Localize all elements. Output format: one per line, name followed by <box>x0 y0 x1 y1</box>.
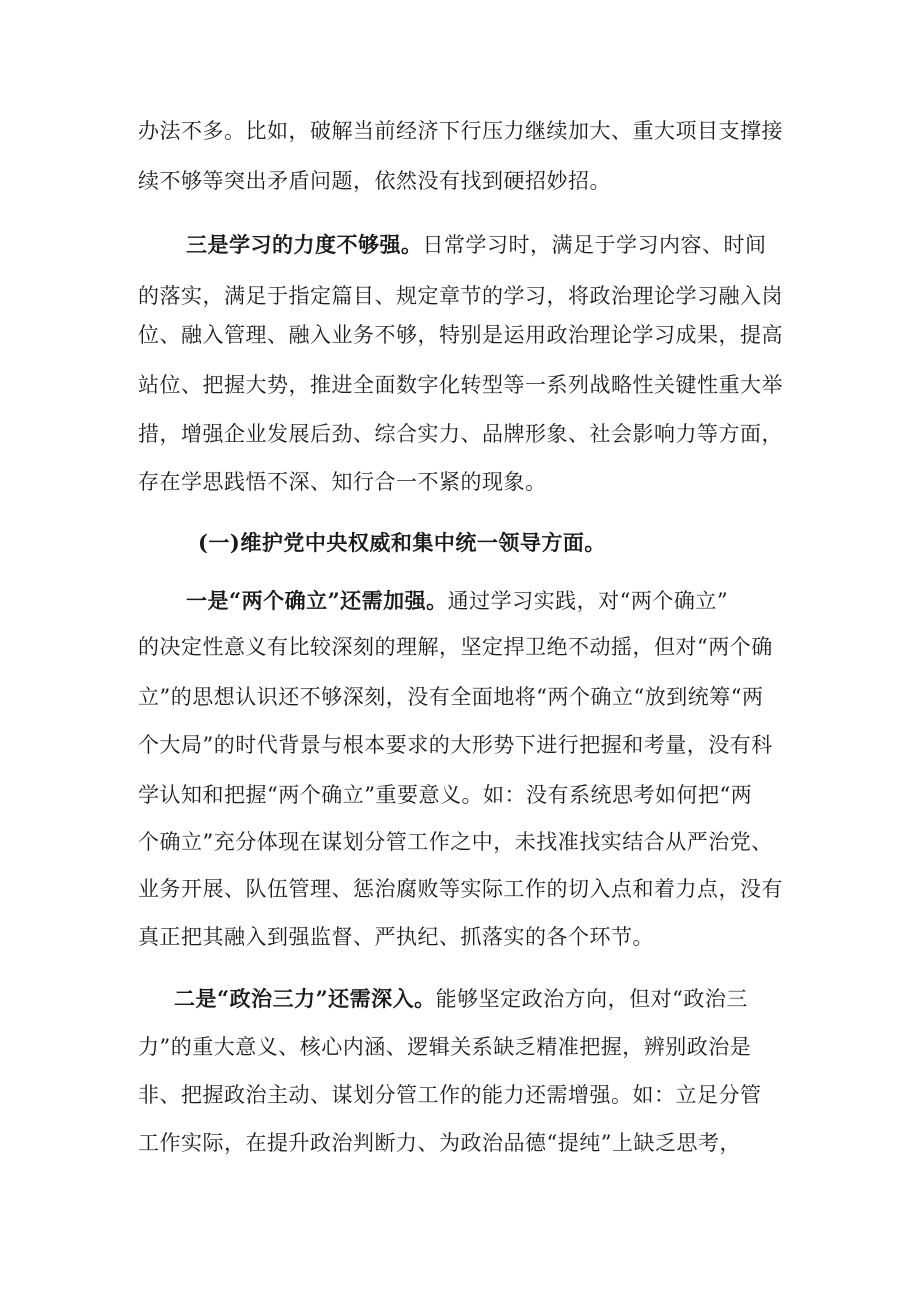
paragraph-text: 能够坚定政治方向，但对“政治三 <box>435 987 748 1011</box>
paragraph-text: 通过学习实践，对“两个确立” <box>447 589 729 613</box>
section-heading-inline: 三是学习的力度不够强。 <box>186 232 423 257</box>
text-line: 非、把握政治主动、谋划分管工作的能力还需增强。如：立足分管 <box>138 1083 762 1107</box>
text-line: 个确立”充分体现在谋划分管工作之中，未找准找实结合从严治党、 <box>138 830 773 854</box>
section-heading-inline: 一是“两个确立”还需加强。 <box>186 588 448 613</box>
text-line: 办法不多。比如，破解当前经济下行压力继续加大、重大项目支撑接 <box>138 119 783 143</box>
text-line: 力”的重大意义、核心内涵、逻辑关系缺乏精准把握，辨别政治是 <box>138 1035 752 1059</box>
section-heading-inline: 二是“政治三力”还需深入。 <box>174 986 436 1011</box>
text-line: 措，增强企业发展后劲、综合实力、品牌形象、社会影响力等方面， <box>138 422 783 446</box>
text-line: 立”的思想认识还不够深刻，没有全面地将“两个确立“放到统筹“两 <box>138 685 764 709</box>
text-line <box>186 586 728 616</box>
text-line: 的落实，满足于指定篇目、规定章节的学习，将政治理论学习融入岗 <box>138 284 783 308</box>
section-heading: (一)维护党中央权威和集中统一领导方面。 <box>198 530 606 555</box>
paragraph-text: 日常学习时，满足于学习内容、时间 <box>422 233 767 257</box>
text-line <box>174 984 748 1014</box>
text-line: 存在学思践悟不深、知行合一不紧的现象。 <box>138 470 547 494</box>
text-line: 工作实际，在提升政治判断力、为政治品德“提纯”上缺乏思考， <box>138 1131 741 1155</box>
text-line: 个大局”的时代背景与根本要求的大形势下进行把握和考量，没有科 <box>138 733 773 757</box>
text-line: 站位、把握大势，推进全面数字化转型等一系列战略性关键性重大举 <box>138 373 783 397</box>
text-line: 业务开展、队伍管理、惩治腐败等实际工作的切入点和着力点，没有 <box>138 877 783 901</box>
text-line: 的决定性意义有比较深刻的理解，坚定捍卫绝不动摇，但对“两个确 <box>138 635 773 659</box>
text-line: 学认知和把握“两个确立”重要意义。如：没有系统思考如何把“两 <box>138 783 753 807</box>
text-line: 位、融入管理、融入业务不够，特别是运用政治理论学习成果，提高 <box>138 323 783 347</box>
text-line <box>186 230 767 260</box>
text-line: 真正把其融入到强监督、严执纪、抓落实的各个环节。 <box>138 925 654 949</box>
text-line: 续不够等突出矛盾问题，依然没有找到硬招妙招。 <box>138 169 611 193</box>
